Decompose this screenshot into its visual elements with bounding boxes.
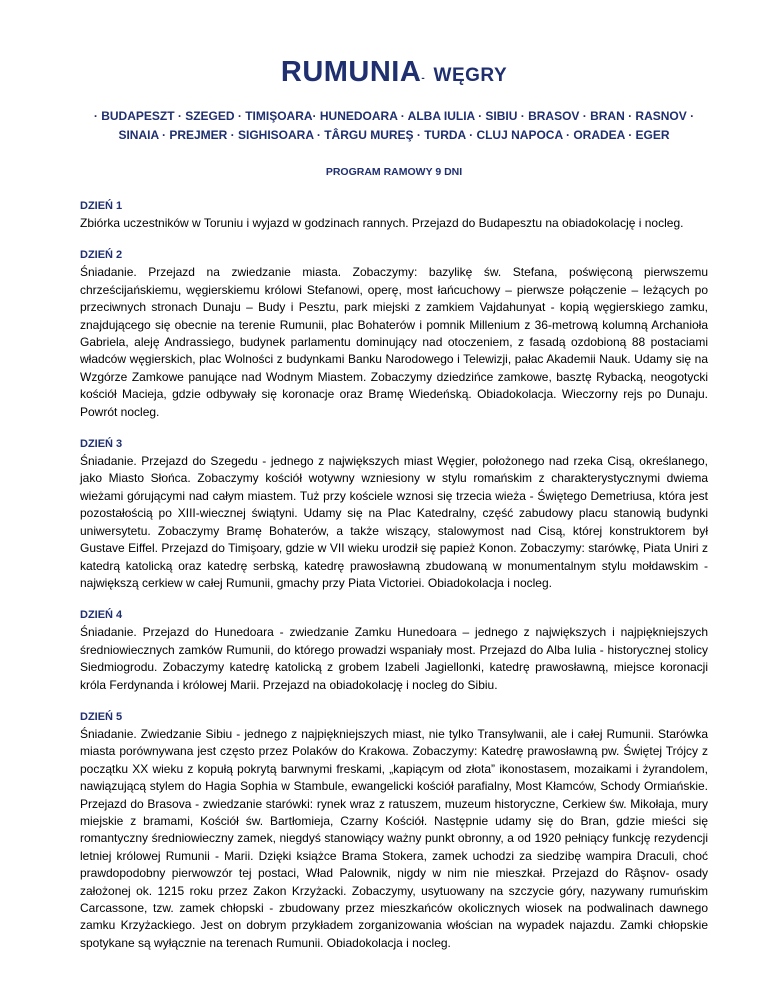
- title-secondary: WĘGRY: [433, 65, 508, 86]
- program-label: PROGRAM RAMOWY 9 DNI: [325, 166, 463, 178]
- title-separator: -: [421, 73, 425, 84]
- day-section-2: [80, 248, 708, 421]
- day-section-1: [80, 199, 708, 232]
- day-list: [80, 199, 708, 952]
- day-section-4: [80, 608, 708, 694]
- day-description: Śniadanie. Przejazd na zwiedzanie miasta. Zobaczymy: bazylikę św. Stefana, poświęconą pierwszemu chrześcijańskiemu, węgierskiemu królowi Stefanowi, operę, most łańcuchowy – pierwsze połączenie – leżących po przeciwnych stronach Dunaju – Budy i Pesztu, park miejski z zamkiem Vajdahunyat - kopią węgierskiego zamku, znajdującego się obecnie na terenie Rumunii, plac Bohaterów i pomnik Millenium z 36-metrową kolumną Archanioła Gabriela, aleję Andrassiego, budynek parlamentu dominujący nad otoczeniem, z fasadą ozdobioną 88 postaciami władców węgierskich, plac Wolności z budynkami Banku Narodowego i Telewizji, pałac Akademii Nauk. Udamy się na Wzgórze Zamkowe panujące nad Wodnym Miastem. Zobaczymy dziedzińce zamkowe, basztę Rybacką, neogotycki kościół Macieja, gdzie odbywały się koronacje oraz Bramę Wiedeńską. Obiadokolacja. Wieczorny rejs po Dunaju. Powrót nocleg.: [80, 265, 708, 419]
- route-line-1: · BUDAPESZT · SZEGED · TIMIŞOARA· HUNEDOARA · ALBA IULIA · SIBIU · BRASOV · BRAN · RASNOV ·: [93, 109, 695, 123]
- day-description: Śniadanie. Zwiedzanie Sibiu - jednego z najpiękniejszych miast, nie tylko Transylwanii, ale i całej Rumunii. Starówka miasta porównywana jest często przez Polaków do Krakowa. Zobaczymy: Katedrę prawosławną pw. Świętej Trójcy z początku XX wieku z kopułą pokrytą barwnymi freskami, „kapiącym od złota” ikonostasem, mozaikami i żyrandolem, nawiązującą stylem do Hagia Sophia w Stambule, ewangelicki kościół parafialny, Most Kłamców, Schody Ormiańskie. Przejazd do Brasova - zwiedzanie starówki: rynek wraz z ratuszem, muzeum historyczne, Cerkiew św. Mikołaja, mury miejskie z bramami, Kościół św. Bartłomieja, Czarny Kościół. Następnie udamy się do Bran, gdzie mieści się romantyczny średniowieczny zamek, niegdyś stanowiący ważny punkt obronny, a od 1920 pełniący funkcję rezydencji letniej królowej Rumunii - Marii. Dzięki książce Brama Stokera, zamek uchodzi za siedzibę wampira Draculi, choć prawdopodobny pierwowzór tej postaci, Wład Palownik, nigdy w nim nie mieszkał. Przejazd do Râşnov- osady założonej ok. 1215 roku przez Zakon Krzyżacki. Zobaczymy, usytuowany na szczycie góry, nazywany rumuńskim Carcassone, tzw. zamek chłopski - zbudowany przez mieszkańców okolicznych wiosek na podwalinach dawnego zamku Krzyżackiego. Jest on dobrym przykładem zorganizowania włościan na wypadek najazdu. Zamki chłopskie spotykane są wyłącznie na terenach Rumunii. Obiadokolacja i nocleg.: [80, 726, 708, 950]
- document-title: [80, 50, 708, 99]
- day-heading: DZIEŃ 4: [80, 609, 123, 622]
- day-description: Śniadanie. Przejazd do Hunedoara - zwiedzanie Zamku Hunedoara – jednego z największych i najpiękniejszych średniowiecznych zamków Rumunii, do którego prowadzi wspaniały most. Przejazd do Alba Iulia - historycznej stolicy Siedmiogrodu. Zobaczymy katedrę katolicką z grobem Izabeli Jagiellonki, katedrę prawosławną, miejsce koronacji króla Ferdynanda i królowej Marii. Przejazd na obiadokolację i nocleg do Sibiu.: [80, 625, 708, 692]
- document-page: [80, 50, 708, 952]
- route-list: [80, 107, 708, 145]
- day-section-5: [80, 710, 708, 952]
- route-line-2: SINAIA · PREJMER · SIGHISOARA · TÂRGU MUREŞ · TURDA · CLUJ NAPOCA · ORADEA · EGER: [118, 128, 670, 142]
- day-heading: DZIEŃ 5: [80, 710, 123, 723]
- day-heading: DZIEŃ 3: [80, 438, 123, 451]
- day-heading: DZIEŃ 1: [80, 200, 123, 212]
- day-section-3: [80, 437, 708, 592]
- title-main: RUMUNIA: [280, 56, 422, 88]
- day-heading: DZIEŃ 2: [80, 249, 123, 262]
- day-description: Śniadanie. Przejazd do Szegedu - jednego z największych miast Węgier, położonego nad rzeka Cisą, określanego, jako Miasto Słońca. Zobaczymy kościół wotywny wzniesiony w stylu romańskim z charakterystycznymi dwiema wieżami górującymi nad całym miastem. Tuż przy kościele wznosi się trzecia wieża - Świętego Demetriusa, która jest pozostałością po XIII-wiecznej świątyni. Udamy się na Plac Katedralny, część zabudowy placu stanowią budynki uniwersytetu. Zobaczymy Bramę Bohaterów, a także wiszący, stalowymost nad Cisą, której konstruktorem był Gustave Eiffel. Przejazd do Timişoary, gdzie w VII wieku urodził się papież Konon. Zobaczymy: starówkę, Piata Uniri z katedrą katolicką oraz katedrę serbską, katedrę prawosławną zbudowaną w monumentalnym stylu mołdawskim - największą cerkiew w całej Rumunii, gmachy przy Piata Victoriei. Obiadokolacja i nocleg.: [80, 454, 708, 590]
- day-description: Zbiórka uczestników w Toruniu i wyjazd w godzinach rannych. Przejazd do Budapesztu na obiadokolację i nocleg.: [80, 216, 684, 230]
